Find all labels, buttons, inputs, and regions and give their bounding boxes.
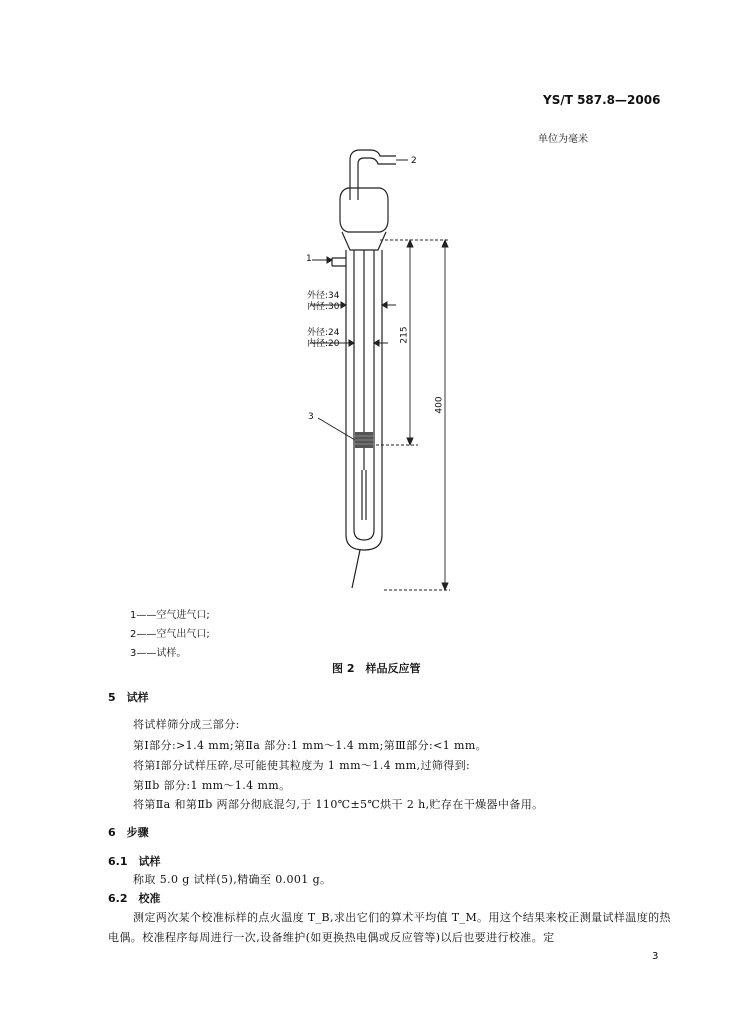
dimension-215: 215 [399,326,410,344]
reaction-tube-diagram [300,140,480,600]
section-6-1-heading: 6.1 试样 [108,855,161,868]
inner-diameter-label-2: 内径:20 [307,339,340,349]
section-5-line: 将第Ⅱa 和第Ⅱb 两部分彻底混匀,于 110℃±5℃烘干 2 h,贮存在干燥器中备用。 [133,798,544,811]
callout-2: 2 [411,156,417,166]
page-number: 3 [652,951,659,962]
section-6-2-text: 测定两次某个校准标样的点火温度 T_B,求出它们的算术平均值 T_M。用这个结果来校正测量试样温度的热电偶。校准程序每周进行一次,设备维护(如更换热电偶或反应管等)以后也要进行校准。定 [108,911,671,944]
outer-diameter-label-2: 外径:24 [307,328,340,338]
legend-item: 3——试样。 [130,648,187,659]
section-5-line: 第Ⅱb 部分:1 mm～1.4 mm。 [133,779,291,792]
outlet-tube-inner [358,158,396,200]
section-5-line: 第Ⅰ部分:>1.4 mm;第Ⅱa 部分:1 mm～1.4 mm;第Ⅲ部分:<1 mm。 [133,739,488,752]
section-6-2-heading: 6.2 校准 [108,892,161,905]
section-5-heading: 5 试样 [108,691,149,704]
unit-note: 单位为毫米 [538,134,588,145]
outer-diameter-label-1: 外径:34 [307,291,340,301]
ground-joint [340,188,388,232]
section-5-line: 将试样筛分成三部分: [133,718,240,731]
figure-caption: 图 2 样品反应管 [332,662,421,675]
standard-number: YS/T 587.8—2006 [543,93,661,107]
legend-item: 2——空气出气口; [130,629,210,640]
tail-wire [352,550,360,588]
section-6-1-text: 称取 5.0 g 试样(5),精确至 0.001 g。 [133,873,332,886]
legend-item: 1——空气进气口; [130,610,210,621]
joint-neck [342,232,386,250]
inlet-stub [332,258,346,266]
inner-diameter-label-1: 内径:30 [307,302,340,312]
callout-3: 3 [308,412,314,422]
section-6-heading: 6 步骤 [108,826,149,839]
outlet-tube [350,150,396,200]
dimension-400: 400 [434,396,445,414]
callout-1: 1 [306,254,312,264]
section-5-line: 将第Ⅰ部分试样压碎,尽可能使其粒度为 1 mm～1.4 mm,过筛得到: [133,759,471,772]
